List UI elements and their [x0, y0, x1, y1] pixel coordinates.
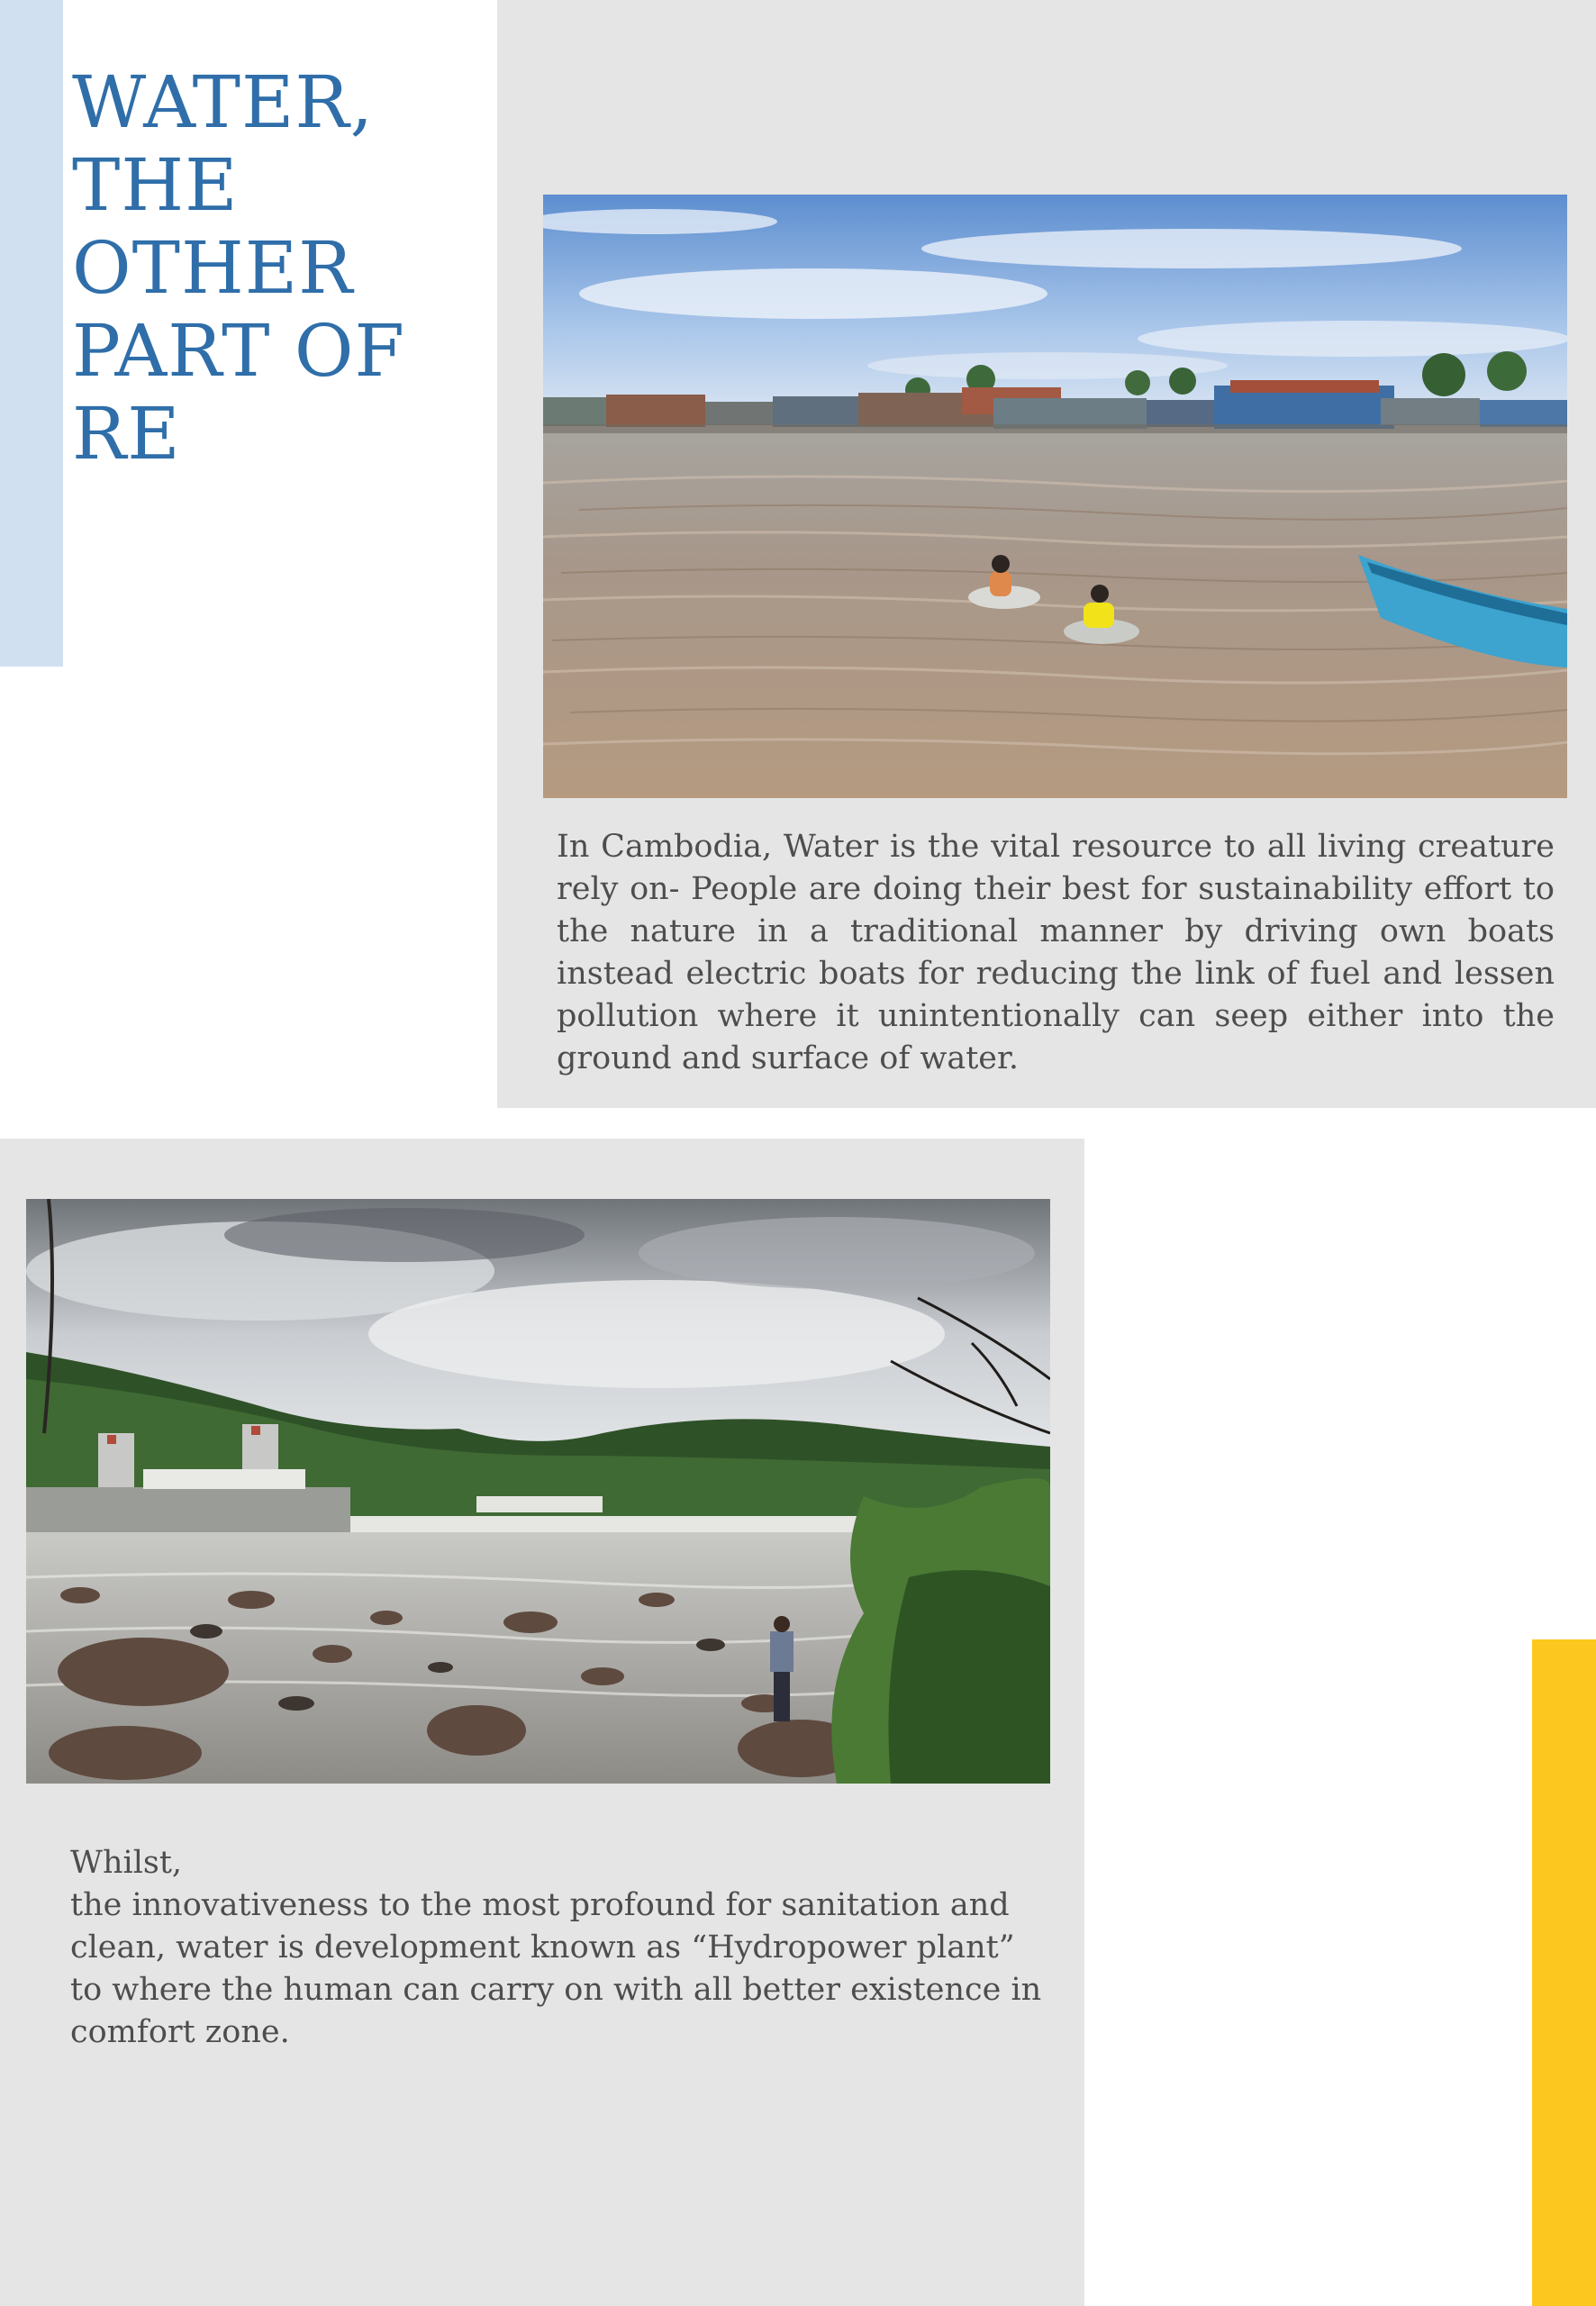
section1-paragraph: In Cambodia, Water is the vital resource to all living creature rely on- People are doing their best for sustainability effort to the nature in a traditional manner by driving own boats instead electric boats for reducing the link of fuel and lessen pollution where it unintentionally can seep either into the ground and surface of water.	[557, 829, 1555, 1076]
hydropower-dam-photo	[26, 1199, 1050, 1784]
yellow-accent-bar	[1532, 1639, 1596, 2306]
section2-paragraph	[70, 1842, 1043, 2054]
blue-accent-strip	[0, 0, 63, 667]
section2-intro: Whilst,	[70, 1845, 183, 1881]
section2-text: the innovativeness to the most profound for sanitation and clean, water is development known as “Hydropower plant” to where the human can carry on with all better existence in comfort zone.	[70, 1887, 1042, 2050]
lake-village-photo	[543, 195, 1567, 798]
page-title: WATER, THE OTHER PART OF RE	[72, 60, 405, 476]
